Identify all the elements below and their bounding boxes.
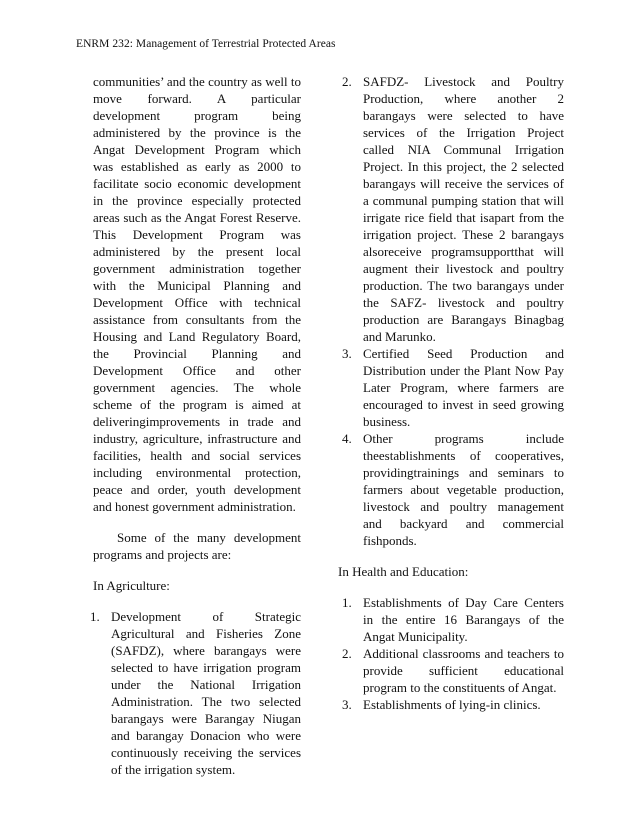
list-item-number: 2.: [342, 74, 352, 89]
list-item-text: Certified Seed Production and Distribution under the Plant Now Pay Later Program, where farmers are encouraged to invest in seed growing business.: [363, 346, 564, 429]
list-item-number: 4.: [342, 431, 352, 446]
programs-intro-paragraph: Some of the many development programs and projects are:: [93, 530, 301, 562]
agriculture-heading: In Agriculture:: [93, 578, 170, 593]
list-item-text: Development of Strategic Agricultural and Fisheries Zone (SAFDZ), where barangays were selected to have irrigation program under the National Irrigation Administration. The two selected barangays were Barangay Niugan and barangay Donacion who were continuously receiving the services of the irrigation system.: [111, 609, 301, 777]
health-education-list: [340, 594, 564, 713]
list-item: [88, 608, 301, 778]
list-item-number: 3.: [342, 346, 352, 361]
list-item-number: 2.: [342, 646, 352, 661]
list-item-number: 1.: [342, 595, 352, 610]
list-item: [340, 430, 564, 549]
agriculture-list: [88, 608, 301, 778]
list-item: [340, 594, 564, 645]
list-item-text: Other programs include theestablishments of cooperatives, providingtrainings and seminars to farmers about vegetable production, livestock and poultry management and backyard and commercial fishponds.: [363, 431, 564, 548]
list-item-number: 3.: [342, 697, 352, 712]
list-item: [340, 345, 564, 430]
list-item-text: Additional classrooms and teachers to provide sufficient educational program to the constituents of Angat.: [363, 646, 564, 695]
agriculture-list-continued: [340, 73, 564, 549]
page-header: ENRM 232: Management of Terrestrial Protected Areas: [76, 38, 336, 50]
intro-paragraph: communities’ and the country as well to move forward. A particular development program being administered by the province is the Angat Development Program which was established as early as 2000 to facilitate socio economic development in the province especially protected areas such as the Angat Forest Reserve. This Development Program was administered by the present local government administration together with the Municipal Planning and Development Office with technical assistance from consultants from the Housing and Land Regulatory Board, the Provincial Planning and Development Office and other government agencies. The whole scheme of the program is aimed at deliveringimprovements in trade and industry, agriculture, infrastructure and facilities, health and social services including environmental protection, peace and order, youth development and honest government administration.: [93, 74, 301, 514]
list-item: [340, 696, 564, 713]
list-item-text: Establishments of lying-in clinics.: [363, 697, 541, 712]
list-item: [340, 645, 564, 696]
list-item-text: SAFDZ- Livestock and Poultry Production, where another 2 barangays were selected to have services of the Irrigation Project called NIA Communal Irrigation Project. In this project, the 2 selected barangays will receive the services of a communal pumping station that will irrigate rice field that isapart from the irrigation project. These 2 barangays alsoreceive programsupportthat will augment their livestock and poultry production. The two barangays under the SAFZ- livestock and poultry production are Barangays Binagbag and Marunko.: [363, 74, 564, 344]
list-item: [340, 73, 564, 345]
health-education-heading: In Health and Education:: [338, 564, 469, 579]
left-column: [90, 73, 301, 778]
list-item-number: 1.: [90, 609, 100, 624]
right-column: [340, 73, 564, 713]
list-item-text: Establishments of Day Care Centers in the entire 16 Barangays of the Angat Municipality.: [363, 595, 564, 644]
